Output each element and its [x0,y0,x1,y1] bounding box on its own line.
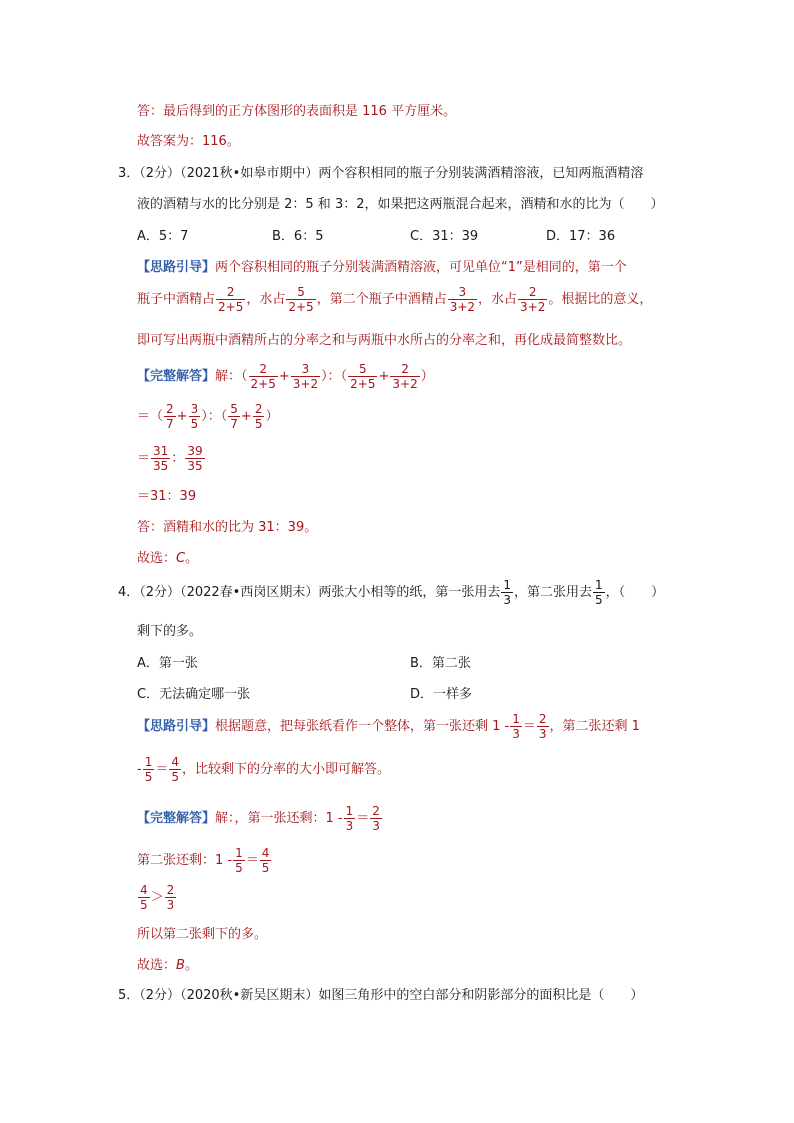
q3-score: （2分） [139,166,181,181]
q3-number: 3． [118,166,140,181]
q3-guide-text1: 两个容积相同的瓶子分别装满酒精溶液，可见单位“1”是相同的，第一个 [215,260,627,275]
q3-guide-tag: 【思路引导】 [137,260,216,275]
q3-solution-line4: ＝31：39 [137,489,197,504]
q3-final: 故选：C。 [137,551,199,566]
q4-solution-tag: 【完整解答】 [137,811,216,826]
fraction: $\frac{2}{3}$ [372,804,380,833]
q3-option-a: A．5：7 [137,229,189,244]
fraction: $\frac{5}{2+5}$ [288,285,314,314]
q3-guide-line1 [137,259,627,277]
q4-options-row1 [0,655,794,673]
q4-stem-line1: 4．（2分）（2022春•西岗区期末）两张大小相等的纸，第一张用去 $\frac{1}{3}$ ，第二张用去 $\frac{1}{5}$ ，（ ） [118,578,665,607]
q4-choice: B [176,958,185,973]
fraction: $\frac{4}{5}$ [140,883,148,912]
q3-source: （2021秋•如皋市期中） [180,166,319,181]
prev-answer: 答：最后得到的正方体图形的表面积是 116 平方厘米。 [137,104,457,119]
fraction: $\frac{1}{5}$ [144,755,153,784]
fraction: $\frac{1}{3}$ [512,712,520,741]
q4-guide-line2: - $\frac{1}{5}$ ＝ $\frac{4}{5}$ ，比较剩下的分率的大小即可解答。 [137,755,391,784]
q4-guide-line1: 【思路引导】根据题意，把每张纸看作一个整体，第一张还剩 1 - $\frac{1}{3}$ ＝ $\frac{2}{3}$ ，第二张还剩 1 [137,712,640,741]
q3-guide-line2 [137,285,652,315]
fraction: $\frac{4}{5}$ [171,755,179,784]
q4-solution-line3: $\frac{4}{5}$ ＞ $\frac{2}{3}$ [140,883,175,912]
fraction: $\frac{5}{2+5}$ [350,362,376,391]
fraction: $\frac{2}{3+2}$ [520,285,546,314]
q5-number: 5． [118,988,140,1003]
q3-option-d: D．17：36 [546,229,616,244]
q5-score: （2分） [139,988,181,1003]
q4-number: 4． [118,585,140,600]
fraction: $\frac{3}{5}$ [190,402,199,431]
prev-final: 故答案为：116。 [137,134,240,149]
q4-source: （2022春•西岗区期末） [180,585,319,600]
q3-guide-text2d: ，水占 [478,292,518,307]
q5-stem [118,987,643,1005]
q4-final: 故选：B。 [137,958,198,973]
q3-option-b: B．6：5 [272,229,324,244]
fraction: $\frac{3}{3+2}$ [292,362,319,391]
q4-option-d: D．一样多 [410,687,473,702]
q3-guide-text2b: ，水占 [246,292,286,307]
q3-guide-text2e: 。根据比的意义， [548,292,653,307]
q3-solution-line3: ＝ $\frac{31}{35}$ ： $\frac{39}{35}$ [137,444,203,473]
q3-solution-line2: ＝（ $\frac{2}{7}$ + $\frac{3}{5}$ ）：（ $\frac{5}{7}$ + $\frac{2}{5}$ ） [137,402,279,431]
fraction: $\frac{31}{35}$ [153,444,169,473]
fraction: $\frac{2}{3}$ [166,883,175,912]
fraction: $\frac{2}{3}$ [538,712,547,741]
q4-option-b: B．第二张 [410,656,471,671]
fraction: $\frac{2}{3+2}$ [392,362,418,391]
q3-choice: C [176,551,186,566]
q4-score: （2分） [139,585,181,600]
q3-stem-text: 两个容积相同的瓶子分别装满酒精溶液，已知两瓶酒精溶 [318,166,644,181]
fraction: $\frac{3}{3+2}$ [449,285,476,314]
fraction: $\frac{2}{5}$ [254,402,263,431]
q4-conclusion: 所以第二张剩下的多。 [137,927,268,942]
q4-option-a: A．第一张 [137,656,198,671]
q4-stem-line2: 剩下的多。 [137,624,203,639]
q4-option-c: C．无法确定哪一张 [137,687,251,702]
q3-guide-line3: 即可写出两瓶中酒精所占的分率之和与两瓶中水所占的分率之和，再化成最简整数比。 [137,333,632,348]
fraction: $\frac{2}{2+5}$ [218,285,244,314]
q3-solution-line1: 【完整解答】解：（ $\frac{2}{2+5}$ + $\frac{3}{3+2}$ ）：（ $\frac{5}{2+5}$ + $\frac{2}{3+2}$ ） [137,362,434,391]
q3-answer: 答：酒精和水的比为 31：39。 [137,520,318,535]
q3-stem-line1 [118,165,643,183]
q3-stem-line2: 液的酒精与水的比分别是 2：5 和 3：2，如果把这两瓶混合起来，酒精和水的比为（ ） [137,197,664,212]
q3-options [0,228,794,246]
q4-guide-tag: 【思路引导】 [137,719,216,734]
q4-solution-line1: 【完整解答】解：，第一张还剩：1 - $\frac{1}{3}$ ＝ $\frac{2}{3}$ [137,804,380,833]
q4-options-row2 [0,686,794,704]
fraction: $\frac{1}{5}$ [235,846,243,875]
fraction: $\frac{2}{2+5}$ [250,362,276,391]
fraction: $\frac{2}{7}$ [166,402,174,431]
fraction: $\frac{1}{3}$ [503,578,511,607]
q5-stem-text: 如图三角形中的空白部分和阴影部分的面积比是（ ） [318,988,644,1003]
q3-guide-text2c: ，第二个瓶子中酒精占 [316,292,447,307]
fraction: $\frac{39}{35}$ [187,444,203,473]
fraction: $\frac{5}{7}$ [230,402,238,431]
q4-solution-line2: 第二张还剩：1 - $\frac{1}{5}$ ＝ $\frac{4}{5}$ [137,846,270,875]
q3-solution-tag: 【完整解答】 [137,369,216,384]
fraction: $\frac{1}{3}$ [345,804,354,833]
q5-source: （2020秋•新吴区期末） [180,988,319,1003]
fraction: $\frac{1}{5}$ [595,578,603,607]
q3-option-c: C．31：39 [410,229,479,244]
q3-guide-text2a: 瓶子中酒精占 [137,292,216,307]
fraction: $\frac{4}{5}$ [261,846,270,875]
